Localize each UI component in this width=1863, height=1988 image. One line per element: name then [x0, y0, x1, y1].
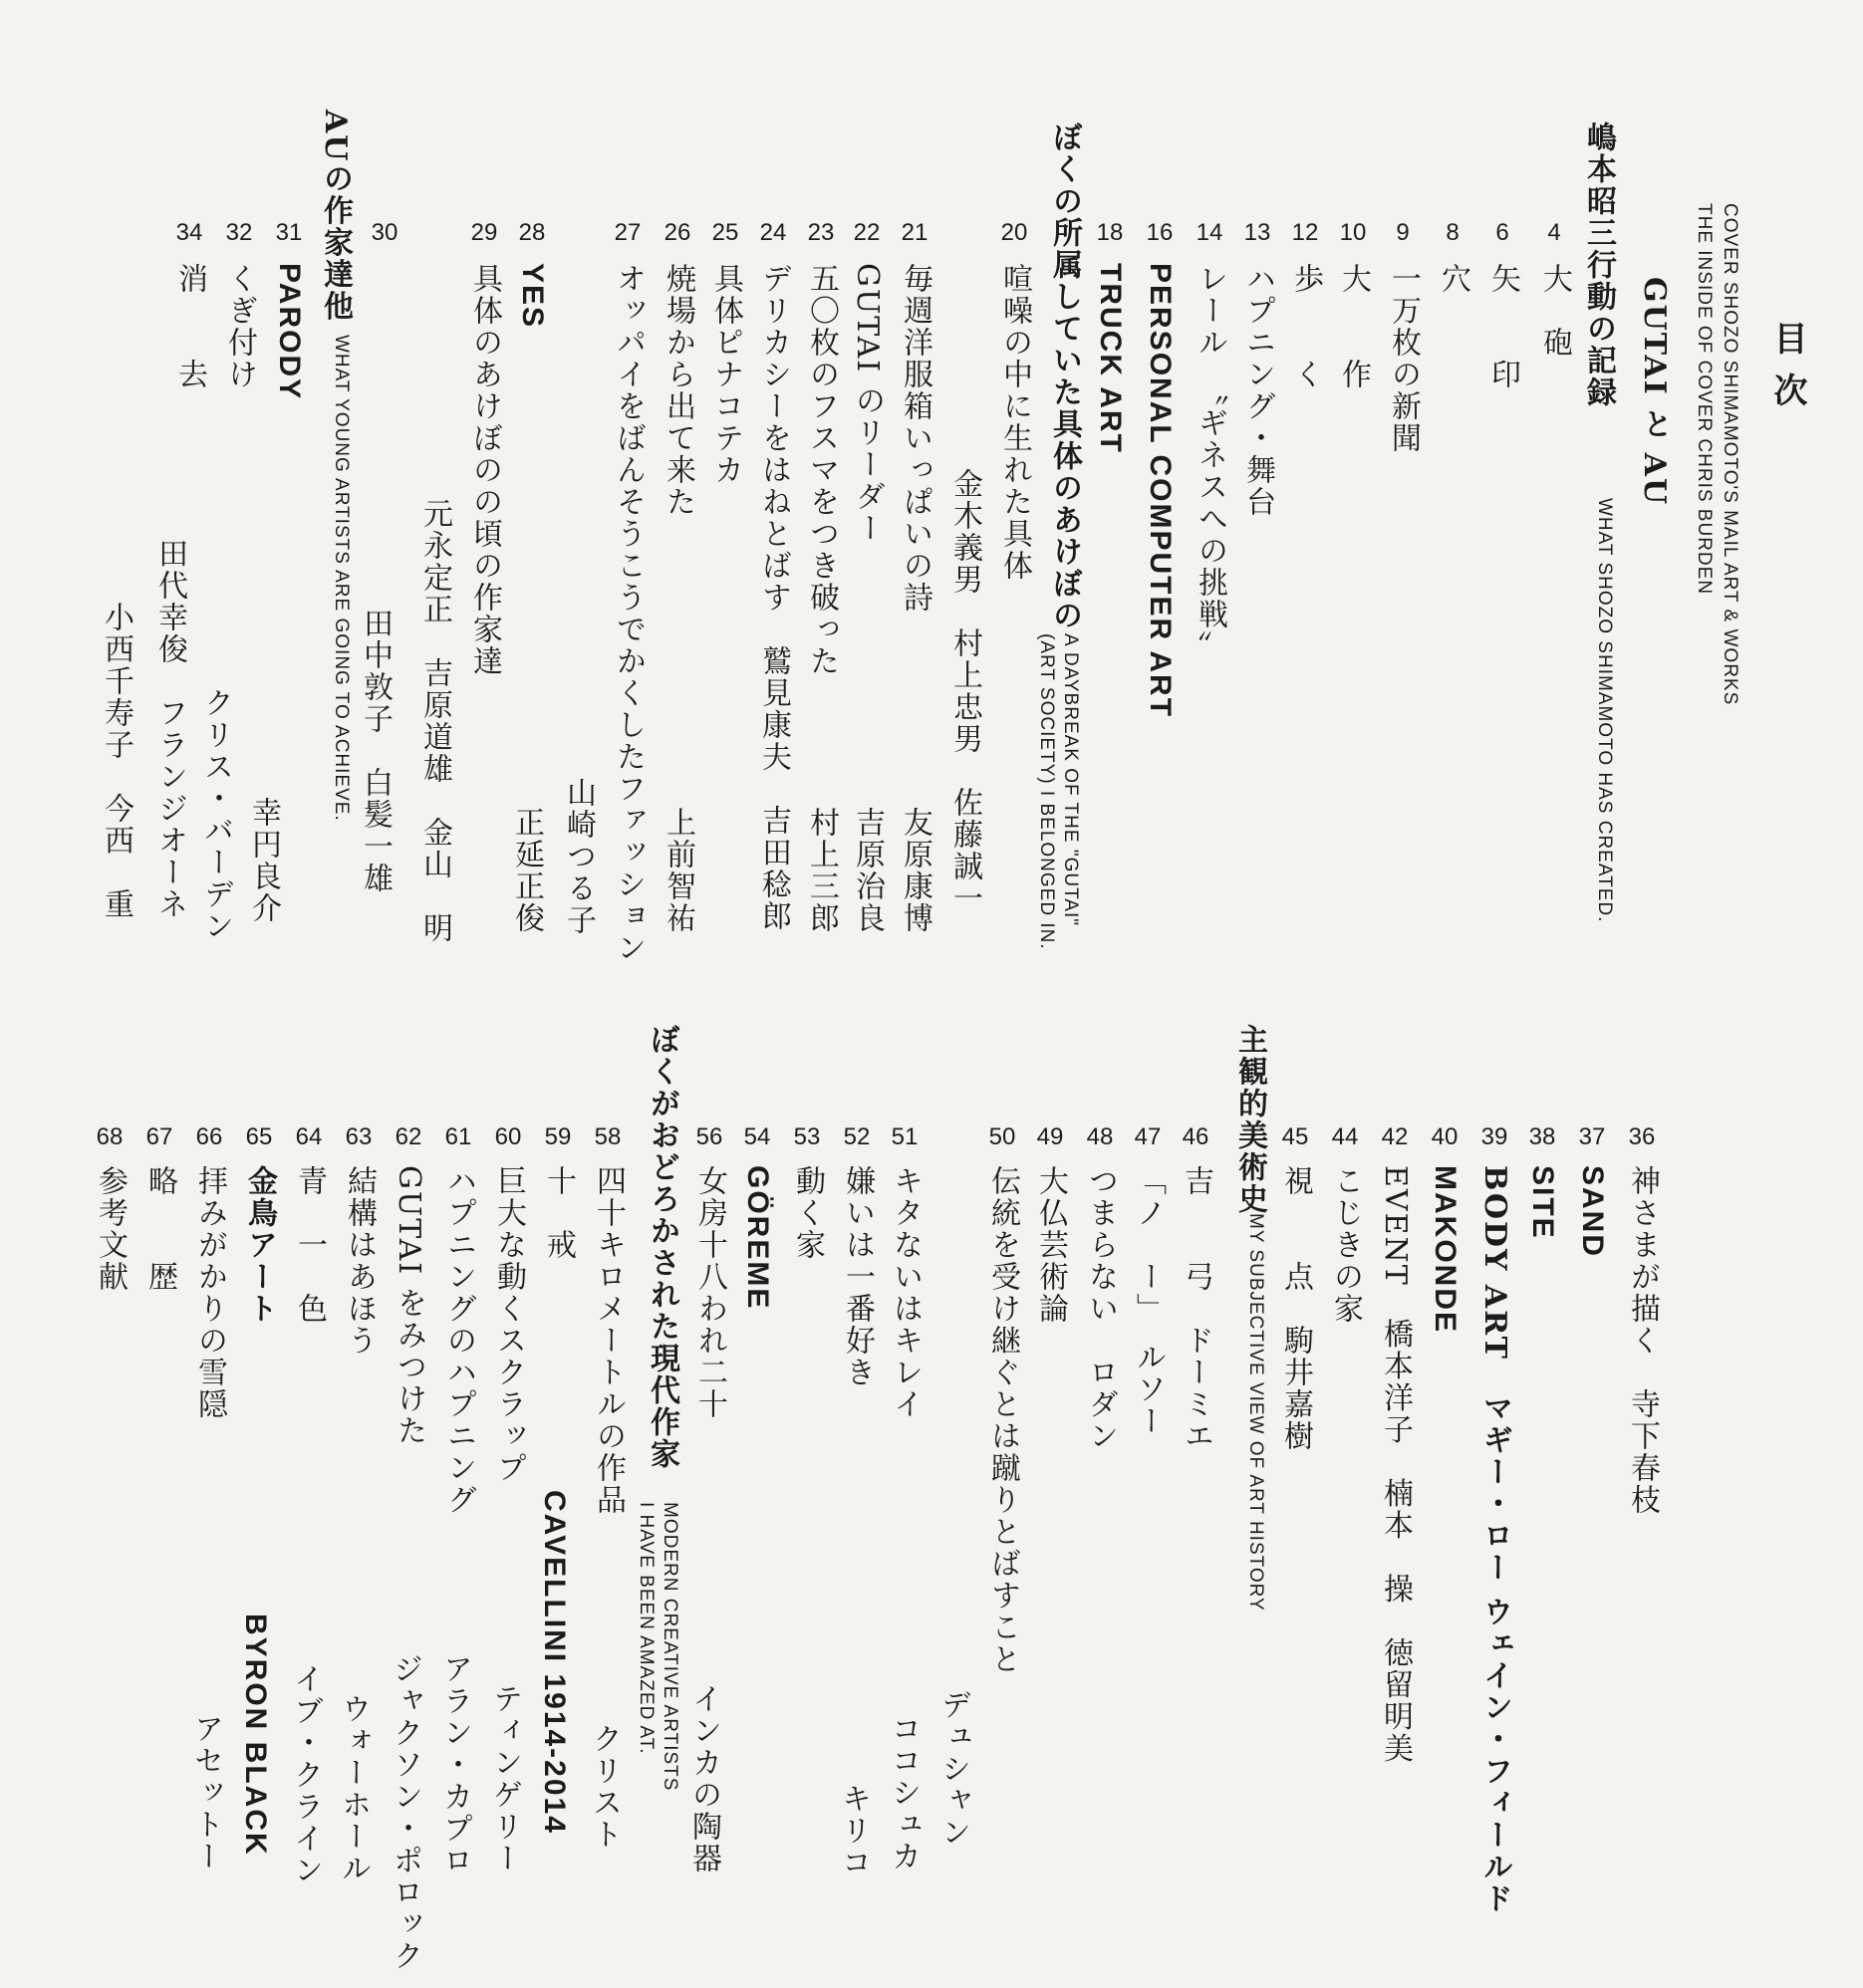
entry-text: つまらない ロダン: [1083, 1165, 1118, 1452]
page-number: 38: [1528, 1123, 1556, 1150]
page-number: 37: [1578, 1123, 1606, 1150]
page-number: 30: [371, 219, 399, 246]
page-number: 25: [711, 219, 739, 246]
page-number: 66: [195, 1123, 223, 1150]
entry-text: 毎週洋服箱いっぱいの詩: [898, 263, 932, 614]
entry-text: YES: [516, 263, 549, 330]
artist-names: 小西千寿子 今西 重: [99, 602, 133, 920]
artist-names: アセットー: [188, 1713, 223, 1872]
entry-text: 矢 印: [1485, 263, 1520, 390]
entry-text: 消 去: [172, 263, 207, 390]
entry-text: GUTAI のリーダー: [850, 263, 885, 545]
entry-text: 伝統を受け継ぐとは蹴りとばすこと: [985, 1165, 1020, 1675]
entry-text: 巨大な動くスクラップ: [491, 1165, 526, 1484]
entry-text: 十 戒: [541, 1165, 576, 1261]
page-number: 26: [664, 219, 691, 246]
entry-text: 喧噪の中に生れた具体: [997, 263, 1032, 582]
artist-names: ジャクソン・ポロック: [388, 1653, 422, 1972]
artist-names: 田代幸俊 フランジオーネ: [152, 538, 187, 920]
page-number: 45: [1281, 1123, 1309, 1150]
page-number: 60: [494, 1123, 522, 1150]
page-number: 14: [1196, 219, 1223, 246]
entry-text: TRUCK ART: [1094, 263, 1127, 454]
page-number: 68: [96, 1123, 124, 1150]
cover-line-1: COVER SHOZO SHIMAMOTO'S MAIL ART & WORKS: [1720, 203, 1740, 706]
entry-text: 歩 く: [1288, 263, 1323, 390]
entry-text: SAND: [1576, 1165, 1609, 1259]
cover-line-2: THE INSIDE OF COVER CHRIS BURDEN: [1694, 203, 1715, 596]
entry-text: 視 点 駒井嘉樹: [1278, 1165, 1313, 1452]
artist-names: ティンゲリー: [487, 1683, 522, 1874]
artist-names: ウォーホール: [336, 1693, 371, 1884]
entry-text: PARODY: [273, 263, 306, 401]
page-number: 34: [175, 219, 203, 246]
section-title: ぼくの所属していた具体のあけぼの: [1047, 122, 1082, 631]
page-number: 63: [345, 1123, 373, 1150]
page-number: 53: [793, 1123, 821, 1150]
entry-text: 嫌いは一番好き: [840, 1165, 875, 1388]
page-number: 21: [901, 219, 929, 246]
entry-text: 焼場から出て来た: [661, 263, 695, 518]
artist-names: CAVELLINI 1914-2014: [538, 1490, 571, 1835]
section-title: ぼくがおどろかされた現代作家: [645, 1024, 679, 1470]
entry-text: 動く家: [790, 1165, 825, 1261]
entry-text: 具体ピナコテカ: [708, 263, 743, 486]
entry-text: 拝みがかりの雪隠: [192, 1165, 227, 1420]
section-title: 嶋本昭三行動の記録: [1581, 122, 1616, 408]
artist-names: 吉原治良: [850, 807, 885, 934]
page-number: 62: [395, 1123, 422, 1150]
artist-names: 山崎つる子: [561, 777, 596, 936]
page-number: 18: [1096, 219, 1124, 246]
entry-text: 「ノ ー」 ルソー: [1131, 1165, 1166, 1437]
page-number: 59: [544, 1123, 572, 1150]
page-number: 27: [614, 219, 642, 246]
artist-names: BYRON BLACK: [239, 1614, 272, 1857]
entry-text: ハプニングのハプニング: [441, 1165, 476, 1516]
page-number: 58: [594, 1123, 622, 1150]
page-number: 36: [1628, 1123, 1656, 1150]
page-number: 52: [843, 1123, 871, 1150]
entry-text: 五〇枚のフスマをつき破った: [804, 263, 839, 677]
page-number: 56: [695, 1123, 723, 1150]
entry-text: GUTAI をみつけた: [392, 1165, 426, 1447]
page-number: 49: [1036, 1123, 1064, 1150]
artist-names: 友原康博: [898, 807, 932, 934]
page-number: 12: [1291, 219, 1319, 246]
artist-names: クリスト: [587, 1723, 622, 1851]
entry-text: オッパイをばんそうこうでかくしたファッション: [611, 263, 646, 964]
page-number: 8: [1446, 219, 1460, 246]
page-number: 31: [275, 219, 303, 246]
entry-text: 女房十八われ二十: [692, 1165, 727, 1420]
page-number: 46: [1182, 1123, 1209, 1150]
page-number: 54: [743, 1123, 771, 1150]
section-subtitle: MODERN CREATIVE ARTISTS: [660, 1502, 680, 1792]
entry-text: ハプニング・舞台: [1240, 263, 1275, 518]
page-number: 22: [853, 219, 881, 246]
section-subtitle: A DAYBREAK OF THE "GUTAI": [1060, 633, 1081, 926]
entry-text: キタないはキレイ: [888, 1165, 923, 1420]
page-number: 24: [759, 219, 787, 246]
page-number: 44: [1331, 1123, 1359, 1150]
entry-text: PERSONAL COMPUTER ART: [1144, 263, 1177, 719]
page-number: 13: [1243, 219, 1271, 246]
entry-text: BODY ART マギー・ロー ウェイン・フィールド: [1477, 1165, 1512, 1915]
artist-names: キリコ: [836, 1783, 871, 1878]
page-number: 28: [518, 219, 546, 246]
entry-text: 具体のあけぼのの頃の作家達: [467, 263, 502, 677]
section-title: AUの作家達他: [318, 110, 353, 323]
page-number: 67: [145, 1123, 173, 1150]
artist-names: アラン・カプロ: [437, 1653, 472, 1876]
page-number: 39: [1480, 1123, 1508, 1150]
page-title: 目次: [1767, 321, 1807, 424]
artist-names: 上前智祐: [661, 807, 695, 934]
artist-names: イブ・クライン: [288, 1663, 323, 1886]
section-subtitle: WHAT SHOZO SHIMAMOTO HAS CREATED.: [1594, 498, 1615, 923]
artist-names: 元永定正 吉原道雄 金山 明: [417, 498, 452, 944]
page-number: 48: [1086, 1123, 1114, 1150]
page-number: 65: [245, 1123, 273, 1150]
entry-text: 穴: [1436, 263, 1470, 295]
page-number: 16: [1146, 219, 1174, 246]
artist-names: デュシャン: [935, 1689, 970, 1849]
entry-text: MAKONDE: [1429, 1165, 1462, 1334]
entry-text: EVENT 橋本洋子 楠本 操 徳留明美: [1378, 1165, 1413, 1765]
page-number: 4: [1547, 219, 1561, 246]
entry-text: 参考文献: [93, 1165, 128, 1293]
page-number: 61: [444, 1123, 472, 1150]
entry-text: レール 〝ギネスへの挑戦〟: [1193, 263, 1227, 662]
entry-text: くぎ付け: [222, 263, 257, 390]
artist-names: 村上三郎: [804, 807, 839, 934]
artist-names: インカの陶器: [686, 1683, 721, 1874]
entry-text: 大 作: [1336, 263, 1371, 390]
artist-names: クリス・バーデン: [198, 687, 233, 942]
page-number: 9: [1396, 219, 1410, 246]
entry-text: デリカシーをはねとばす 鷲見康夫 吉田稔郎: [756, 263, 791, 932]
page-number: 10: [1339, 219, 1367, 246]
artist-names: 正延正俊: [509, 807, 544, 934]
entry-text: 吉 弓 ドーミエ: [1179, 1165, 1213, 1452]
page-number: 42: [1381, 1123, 1409, 1150]
artist-names: 幸円良介: [246, 797, 281, 924]
page-number: 64: [295, 1123, 323, 1150]
entry-text: GUTAI と AU: [1637, 277, 1672, 507]
section-subtitle: MY SUBJECTIVE VIEW OF ART HISTORY: [1245, 1213, 1266, 1612]
section-title: 主観的美術史: [1232, 1024, 1267, 1215]
page-number: 23: [807, 219, 835, 246]
entry-text: 青 一 色: [292, 1165, 327, 1325]
page-number: 6: [1495, 219, 1509, 246]
entry-text: 金鳥アート: [243, 1165, 276, 1325]
page-number: 40: [1431, 1123, 1459, 1150]
page-number: 29: [470, 219, 498, 246]
page-number: 50: [988, 1123, 1016, 1150]
entry-text: 結構はあほう: [342, 1165, 377, 1357]
entry-text: 四十キロメートルの作品: [591, 1165, 626, 1516]
section-subtitle: WHAT YOUNG ARTISTS ARE GOING TO ACHIEVE.: [331, 335, 352, 822]
entry-text: GÖREME: [741, 1165, 774, 1311]
artist-names: 金木義男 村上忠男 佐藤誠一: [947, 468, 982, 914]
entry-text: こじきの家: [1328, 1165, 1363, 1325]
entry-text: 神さまが描く 寺下春枝: [1625, 1165, 1660, 1516]
entry-text: SITE: [1526, 1165, 1559, 1240]
entry-text: 一万枚の新聞: [1386, 263, 1421, 454]
page-number: 20: [1000, 219, 1028, 246]
entry-text: 大 砲: [1537, 263, 1572, 359]
page-number: 47: [1134, 1123, 1162, 1150]
artist-names: 田中敦子 白髪一雄: [358, 608, 393, 894]
page-number: 32: [225, 219, 253, 246]
artist-names: ココシュカ: [886, 1713, 921, 1872]
entry-text: 略 歴: [142, 1165, 177, 1293]
entry-text: 大仏芸術論: [1033, 1165, 1068, 1325]
page-number: 51: [891, 1123, 919, 1150]
section-subtitle: (ART SOCIETY) I BELONGED IN.: [1036, 633, 1057, 950]
section-subtitle: I HAVE BEEN AMAZED AT.: [636, 1502, 657, 1755]
